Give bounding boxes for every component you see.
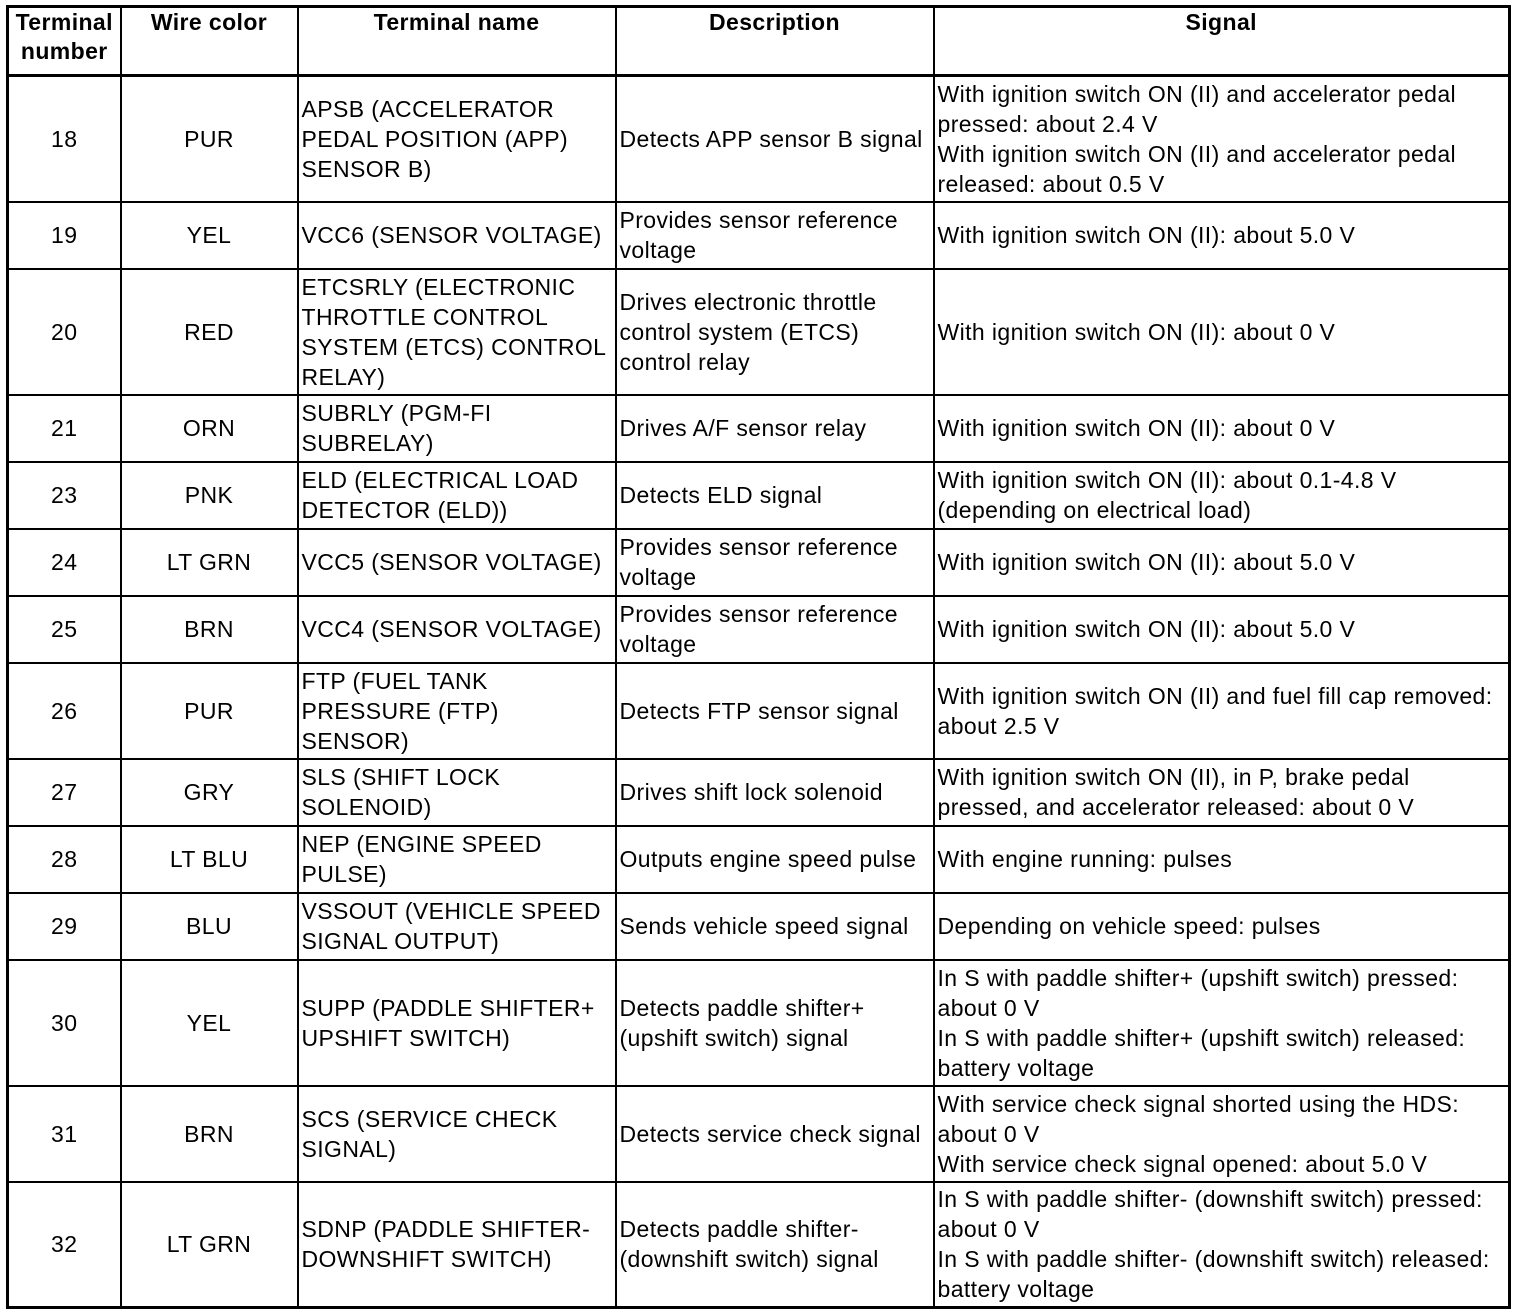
terminal-name-cell: VSSOUT (VEHICLE SPEED SIGNAL OUTPUT) — [298, 893, 616, 960]
table-row — [8, 462, 1510, 529]
table-row — [8, 395, 1510, 462]
header-terminal-name: Terminal name — [298, 7, 616, 76]
table-row — [8, 596, 1510, 663]
description-cell: Detects service check signal — [616, 1086, 934, 1182]
signal-cell: With ignition switch ON (II): about 0.1-4.8 V (depending on electrical load) — [934, 462, 1510, 529]
terminal-number-cell: 32 — [8, 1182, 121, 1308]
terminal-name-cell: ETCSRLY (ELECTRONIC THROTTLE CONTROL SYSTEM (ETCS) CONTROL RELAY) — [298, 269, 616, 395]
terminal-number-cell: 24 — [8, 529, 121, 596]
description-cell: Drives A/F sensor relay — [616, 395, 934, 462]
wire-color-cell: BLU — [121, 893, 298, 960]
terminal-table — [6, 5, 1511, 1309]
wire-color-cell: YEL — [121, 202, 298, 269]
signal-cell: Depending on vehicle speed: pulses — [934, 893, 1510, 960]
terminal-number-cell: 18 — [8, 76, 121, 202]
description-cell: Provides sensor reference voltage — [616, 596, 934, 663]
wire-color-cell: YEL — [121, 960, 298, 1086]
description-cell: Detects paddle shifter- (downshift switch) signal — [616, 1182, 934, 1308]
table-header-row — [8, 7, 1510, 76]
terminal-name-cell: VCC5 (SENSOR VOLTAGE) — [298, 529, 616, 596]
signal-cell: With ignition switch ON (II): about 0 V — [934, 395, 1510, 462]
wire-color-cell: BRN — [121, 1086, 298, 1182]
table-row — [8, 826, 1510, 893]
wire-color-cell: PUR — [121, 663, 298, 759]
signal-cell: With engine running: pulses — [934, 826, 1510, 893]
signal-cell: With ignition switch ON (II) and accelerator pedal pressed: about 2.4 V With ignition switch ON (II) and accelerator pedal released: about 0.5 V — [934, 76, 1510, 202]
description-cell: Detects FTP sensor signal — [616, 663, 934, 759]
table-row — [8, 76, 1510, 202]
terminal-number-cell: 20 — [8, 269, 121, 395]
table-row — [8, 1086, 1510, 1182]
terminal-name-cell: APSB (ACCELERATOR PEDAL POSITION (APP) SENSOR B) — [298, 76, 616, 202]
description-cell: Outputs engine speed pulse — [616, 826, 934, 893]
terminal-name-cell: SUPP (PADDLE SHIFTER+ UPSHIFT SWITCH) — [298, 960, 616, 1086]
terminal-number-cell: 26 — [8, 663, 121, 759]
terminal-number-cell: 27 — [8, 759, 121, 826]
terminal-number-cell: 21 — [8, 395, 121, 462]
table-row — [8, 529, 1510, 596]
table-row — [8, 1182, 1510, 1308]
table-row — [8, 960, 1510, 1086]
description-cell: Provides sensor reference voltage — [616, 529, 934, 596]
description-cell: Detects ELD signal — [616, 462, 934, 529]
wire-color-cell: LT BLU — [121, 826, 298, 893]
signal-cell: With ignition switch ON (II), in P, brake pedal pressed, and accelerator released: about 0 V — [934, 759, 1510, 826]
header-wire-color: Wire color — [121, 7, 298, 76]
terminal-number-cell: 30 — [8, 960, 121, 1086]
terminal-name-cell: FTP (FUEL TANK PRESSURE (FTP) SENSOR) — [298, 663, 616, 759]
terminal-number-cell: 29 — [8, 893, 121, 960]
terminal-number-cell: 28 — [8, 826, 121, 893]
wire-color-cell: RED — [121, 269, 298, 395]
terminal-name-cell: SUBRLY (PGM-FI SUBRELAY) — [298, 395, 616, 462]
terminal-name-cell: SDNP (PADDLE SHIFTER- DOWNSHIFT SWITCH) — [298, 1182, 616, 1308]
terminal-name-cell: SCS (SERVICE CHECK SIGNAL) — [298, 1086, 616, 1182]
description-cell: Sends vehicle speed signal — [616, 893, 934, 960]
wire-color-cell: LT GRN — [121, 529, 298, 596]
terminal-number-cell: 31 — [8, 1086, 121, 1182]
terminal-name-cell: VCC6 (SENSOR VOLTAGE) — [298, 202, 616, 269]
document-page — [6, 5, 1508, 1309]
table-row — [8, 202, 1510, 269]
header-terminal-number: Terminal number — [8, 7, 121, 76]
wire-color-cell: PUR — [121, 76, 298, 202]
signal-cell: With ignition switch ON (II): about 0 V — [934, 269, 1510, 395]
terminal-name-cell: ELD (ELECTRICAL LOAD DETECTOR (ELD)) — [298, 462, 616, 529]
description-cell: Drives shift lock solenoid — [616, 759, 934, 826]
terminal-name-cell: SLS (SHIFT LOCK SOLENOID) — [298, 759, 616, 826]
terminal-number-cell: 23 — [8, 462, 121, 529]
terminal-number-cell: 19 — [8, 202, 121, 269]
terminal-name-cell: VCC4 (SENSOR VOLTAGE) — [298, 596, 616, 663]
description-cell: Detects APP sensor B signal — [616, 76, 934, 202]
wire-color-cell: GRY — [121, 759, 298, 826]
signal-cell: In S with paddle shifter- (downshift switch) pressed: about 0 V In S with paddle shifter- (downshift switch) released: battery voltage — [934, 1182, 1510, 1308]
signal-cell: In S with paddle shifter+ (upshift switch) pressed: about 0 V In S with paddle shifter+ (upshift switch) released: battery voltage — [934, 960, 1510, 1086]
wire-color-cell: PNK — [121, 462, 298, 529]
signal-cell: With ignition switch ON (II): about 5.0 V — [934, 529, 1510, 596]
table-row — [8, 663, 1510, 759]
wire-color-cell: BRN — [121, 596, 298, 663]
table-row — [8, 893, 1510, 960]
signal-cell: With ignition switch ON (II): about 5.0 V — [934, 202, 1510, 269]
description-cell: Provides sensor reference voltage — [616, 202, 934, 269]
terminal-number-cell: 25 — [8, 596, 121, 663]
signal-cell: With ignition switch ON (II) and fuel fill cap removed: about 2.5 V — [934, 663, 1510, 759]
header-signal: Signal — [934, 7, 1510, 76]
table-body — [8, 76, 1510, 1308]
description-cell: Drives electronic throttle control system (ETCS) control relay — [616, 269, 934, 395]
header-description: Description — [616, 7, 934, 76]
wire-color-cell: ORN — [121, 395, 298, 462]
wire-color-cell: LT GRN — [121, 1182, 298, 1308]
table-row — [8, 759, 1510, 826]
signal-cell: With ignition switch ON (II): about 5.0 V — [934, 596, 1510, 663]
description-cell: Detects paddle shifter+ (upshift switch) signal — [616, 960, 934, 1086]
signal-cell: With service check signal shorted using the HDS: about 0 V With service check signal opened: about 5.0 V — [934, 1086, 1510, 1182]
table-row — [8, 269, 1510, 395]
terminal-name-cell: NEP (ENGINE SPEED PULSE) — [298, 826, 616, 893]
